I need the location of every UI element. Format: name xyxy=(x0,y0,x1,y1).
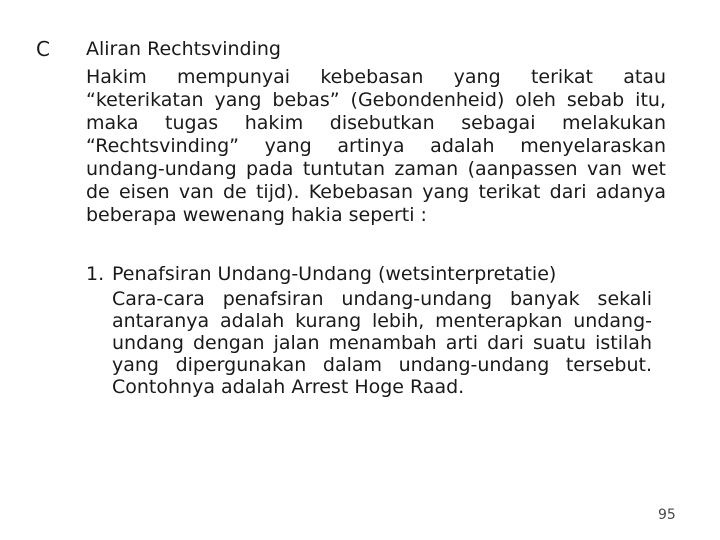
list-item-heading: Penafsiran Undang-Undang (wetsinterpretatie) xyxy=(112,263,557,285)
section-title: Aliran Rechtsvinding xyxy=(86,38,281,60)
section-marker: C xyxy=(36,37,50,61)
list-item xyxy=(86,263,666,398)
list-item-heading-row xyxy=(86,263,666,285)
section-content xyxy=(86,38,666,227)
list-item-number: 1. xyxy=(86,263,105,285)
numbered-list xyxy=(86,263,666,398)
page-number: 95 xyxy=(658,507,676,523)
body-paragraph: Hakim mempunyai kebebasan yang terikat atau “keterikatan yang bebas” (Gebondenheid) oleh sebab itu, maka tugas hakim disebutkan sebagai melakukan “Rechtsvinding” yang artinya adalah menyelaraskan undang-undang pada tuntutan zaman (aanpassen van wet de eisen van de tijd). Kebebasan yang terikat dari adanya beberapa wewenang hakia seperti : xyxy=(86,66,666,226)
list-item-detail: Cara-cara penafsiran undang-undang banyak sekali antaranya adalah kurang lebih, menterapkan undang-undang dengan jalan menambah arti dari suatu istilah yang dipergunakan dalam undang-undang tersebut. Contohnya adalah Arrest Hoge Raad. xyxy=(112,288,652,398)
